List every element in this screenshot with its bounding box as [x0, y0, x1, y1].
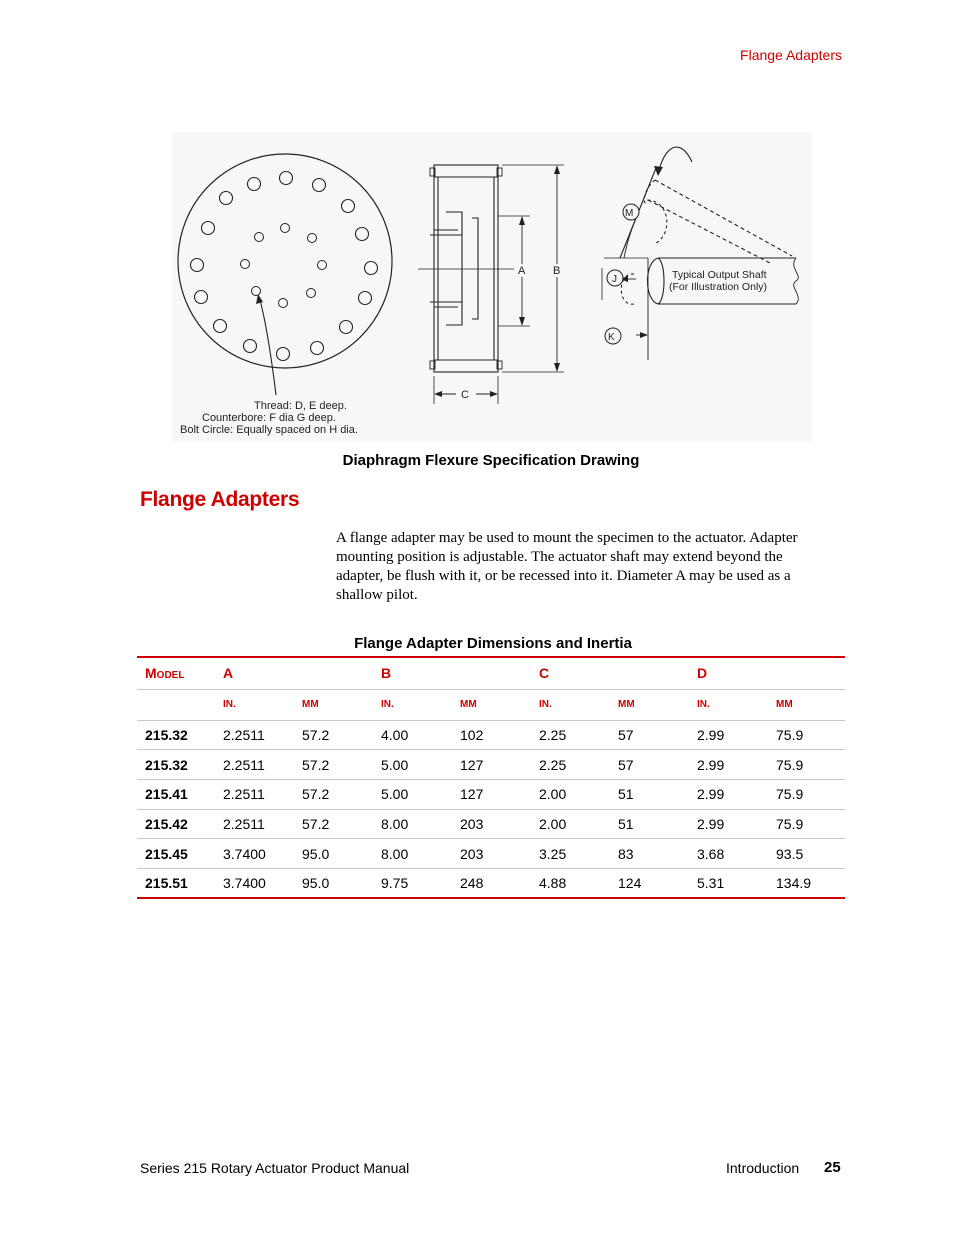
counterbore-label: Counterbore: F dia G deep.: [202, 412, 336, 424]
table-cell: 9.75: [373, 868, 452, 898]
model-cell: 215.32: [137, 750, 215, 780]
table-cell: 2.25: [531, 720, 610, 750]
table-cell: 75.9: [768, 750, 845, 780]
table-cell: 8.00: [373, 839, 452, 869]
dim-a-label: A: [518, 265, 526, 277]
model-cell: 215.42: [137, 809, 215, 839]
table-cell: 3.68: [689, 839, 768, 869]
unit-header: MM: [452, 689, 531, 720]
table-cell: 102: [452, 720, 531, 750]
table-cell: 3.7400: [215, 868, 294, 898]
footer-section-name: Introduction: [726, 1160, 800, 1176]
table-cell: 2.00: [531, 809, 610, 839]
model-header: MODEL: [137, 657, 215, 689]
model-cell: 215.51: [137, 868, 215, 898]
table-cell: 2.2511: [215, 720, 294, 750]
table-cell: 75.9: [768, 809, 845, 839]
table-cell: 57: [610, 720, 689, 750]
table-cell: 51: [610, 809, 689, 839]
footer-manual-title: Series 215 Rotary Actuator Product Manual: [140, 1160, 410, 1176]
table-cell: 2.99: [689, 720, 768, 750]
dim-b-label: B: [553, 265, 561, 277]
table-cell: 203: [452, 839, 531, 869]
diaphragm-flexure-drawing: [172, 132, 812, 442]
dim-j-label: J: [612, 274, 617, 285]
table-cell: 75.9: [768, 779, 845, 809]
figure-caption: Diaphragm Flexure Specification Drawing: [342, 452, 640, 469]
unit-header: MM: [610, 689, 689, 720]
table-cell: 51: [610, 779, 689, 809]
table-cell: 2.2511: [215, 809, 294, 839]
table-cell: 4.00: [373, 720, 452, 750]
table-cell: 248: [452, 868, 531, 898]
group-header-c: C: [531, 657, 689, 689]
table-cell: 3.7400: [215, 839, 294, 869]
table-cell: 5.31: [689, 868, 768, 898]
table-cell: 95.0: [294, 839, 373, 869]
table-unit-header-row: [137, 689, 845, 720]
group-header-a: A: [215, 657, 373, 689]
table-cell: 8.00: [373, 809, 452, 839]
group-header-b: B: [373, 657, 531, 689]
table-cell: 57.2: [294, 779, 373, 809]
table-cell: 83: [610, 839, 689, 869]
dim-m-label: M: [625, 208, 634, 219]
table-cell: 57: [610, 750, 689, 780]
thread-label: Thread: D, E deep.: [254, 400, 347, 412]
table-cell: 5.00: [373, 750, 452, 780]
table-cell: 57.2: [294, 750, 373, 780]
table-cell: 93.5: [768, 839, 845, 869]
running-head: Flange Adapters: [740, 47, 842, 63]
table-cell: 75.9: [768, 720, 845, 750]
table-row: [137, 809, 845, 839]
body-paragraph: A flange adapter may be used to mount the specimen to the actuator. Adapter mounting position is adjustable. The actuator shaft may extend beyond the adapter, be flush with it, or be recessed into it. Diameter A may be used as a shallow pilot.: [336, 530, 798, 603]
unit-header: IN.: [373, 689, 452, 720]
table-cell: 57.2: [294, 809, 373, 839]
table-cell: 4.88: [531, 868, 610, 898]
table-group-header-row: [137, 657, 845, 689]
table-cell: 127: [452, 779, 531, 809]
table-cell: 5.00: [373, 779, 452, 809]
table-cell: 57.2: [294, 720, 373, 750]
model-cell: 215.41: [137, 779, 215, 809]
table-cell: 124: [610, 868, 689, 898]
table-cell: 2.25: [531, 750, 610, 780]
table-cell: 134.9: [768, 868, 845, 898]
table-row: [137, 868, 845, 898]
table-cell: 2.99: [689, 750, 768, 780]
unit-header: MM: [768, 689, 845, 720]
table-cell: 2.99: [689, 779, 768, 809]
unit-header: IN.: [215, 689, 294, 720]
table-cell: 2.00: [531, 779, 610, 809]
table-row: [137, 720, 845, 750]
table-cell: 2.2511: [215, 779, 294, 809]
model-cell: 215.32: [137, 720, 215, 750]
table-cell: 2.99: [689, 809, 768, 839]
unit-header: IN.: [531, 689, 610, 720]
table-cell: 203: [452, 809, 531, 839]
bolt-circle-label: Bolt Circle: Equally spaced on H dia.: [180, 424, 358, 436]
table-cell: 2.2511: [215, 750, 294, 780]
group-header-d: D: [689, 657, 845, 689]
table-cell: 3.25: [531, 839, 610, 869]
table-cell: 127: [452, 750, 531, 780]
table-row: [137, 750, 845, 780]
shaft-label-line2: (For Illustration Only): [669, 281, 768, 293]
unit-header: IN.: [689, 689, 768, 720]
shaft-label-line1: Typical Output Shaft: [672, 269, 767, 281]
flange-adapter-table: [137, 656, 845, 899]
unit-header-blank: [137, 689, 215, 720]
table-title: Flange Adapter Dimensions and Inertia: [354, 635, 632, 652]
dim-c-label: C: [461, 389, 469, 401]
model-cell: 215.45: [137, 839, 215, 869]
page-number: 25: [824, 1159, 841, 1176]
unit-header: MM: [294, 689, 373, 720]
table-row: [137, 839, 845, 869]
table-cell: 95.0: [294, 868, 373, 898]
table-row: [137, 779, 845, 809]
section-title: Flange Adapters: [140, 488, 300, 511]
dim-k-label: K: [608, 332, 615, 343]
